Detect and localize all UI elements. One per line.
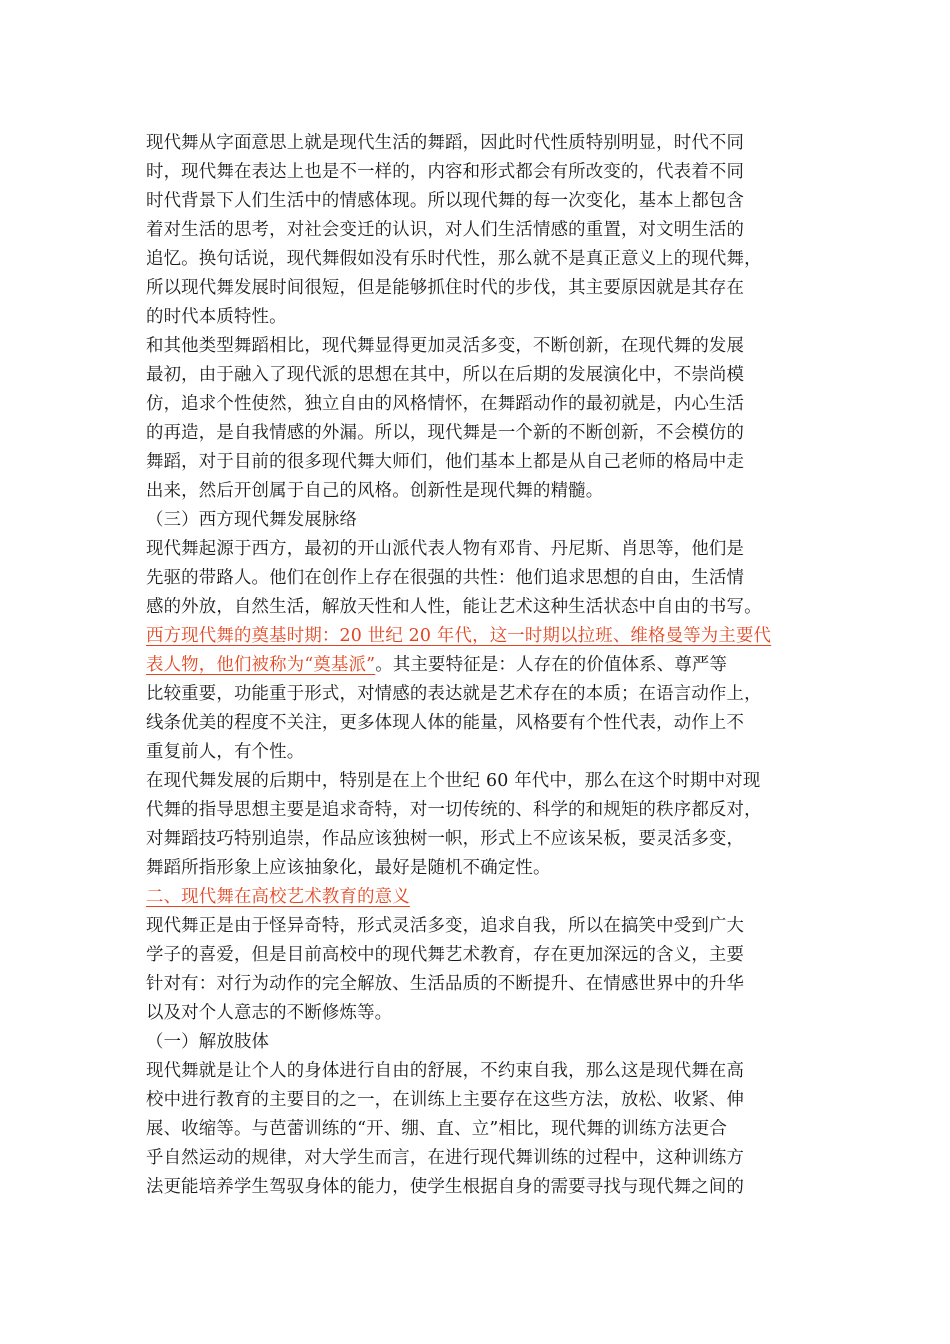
paragraph-line: 以及对个人意志的不断修炼等。 bbox=[146, 1003, 393, 1023]
paragraph-line: 最初，由于融入了现代派的思想在其中，所以在后期的发展演化中，不崇尚模 bbox=[146, 365, 745, 385]
highlighted-text: 表人物，他们被称为“奠基派” bbox=[146, 655, 376, 675]
section-heading: （三）西方现代舞发展脉络 bbox=[146, 510, 358, 530]
paragraph-line: 舞蹈所指形象上应该抽象化，最好是随机不确定性。 bbox=[146, 858, 551, 878]
paragraph-line: 线条优美的程度不关注，更多体现人体的能量，风格要有个性代表，动作上不 bbox=[146, 713, 745, 733]
paragraph-line: 先驱的带路人。他们在创作上存在很强的共性：他们追求思想的自由，生活情 bbox=[146, 568, 745, 588]
document-body bbox=[146, 129, 814, 1202]
paragraph-line: 感的外放，自然生活，解放天性和人性，能让艺术这种生活状态中自由的书写。 bbox=[146, 597, 762, 617]
paragraph-line: 针对有：对行为动作的完全解放、生活品质的不断提升、在情感世界中的升华 bbox=[146, 974, 745, 994]
paragraph-line: 追忆。换句话说，现代舞假如没有乐时代性，那么就不是真正意义上的现代舞， bbox=[146, 249, 762, 269]
paragraph-line: 比较重要，功能重于形式，对情感的表达就是艺术存在的本质；在语言动作上， bbox=[146, 684, 762, 704]
paragraph-line: 乎自然运动的规律，对大学生而言，在进行现代舞训练的过程中，这种训练方 bbox=[146, 1148, 745, 1168]
paragraph-line: 时，现代舞在表达上也是不一样的，内容和形式都会有所改变的，代表着不同 bbox=[146, 162, 745, 182]
paragraph-line: 代舞的指导思想主要是追求奇特，对一切传统的、科学的和规矩的秩序都反对， bbox=[146, 800, 762, 820]
paragraph-line: 着对生活的思考，对社会变迁的认识，对人们生活情感的重置，对文明生活的 bbox=[146, 220, 745, 240]
paragraph-line: 和其他类型舞蹈相比，现代舞显得更加灵活多变，不断创新，在现代舞的发展 bbox=[146, 336, 745, 356]
paragraph-line: 仿，追求个性使然，独立自由的风格情怀，在舞蹈动作的最初就是，内心生活 bbox=[146, 394, 745, 414]
paragraph-line: 舞蹈，对于目前的很多现代舞大师们，他们基本上都是从自己老师的格局中走 bbox=[146, 452, 745, 472]
paragraph-line: 法更能培养学生驾驭身体的能力，使学生根据自身的需要寻找与现代舞之间的 bbox=[146, 1177, 745, 1197]
paragraph-line: 展、收缩等。与芭蕾训练的“开、绷、直、立”相比，现代舞的训练方法更合 bbox=[146, 1119, 728, 1139]
paragraph-line: 的时代本质特性。 bbox=[146, 307, 287, 327]
paragraph-line: 重复前人，有个性。 bbox=[146, 742, 305, 762]
paragraph-line: 校中进行教育的主要目的之一，在训练上主要存在这些方法，放松、收紧、伸 bbox=[146, 1090, 745, 1110]
paragraph-line: 现代舞从字面意思上就是现代生活的舞蹈，因此时代性质特别明显，时代不同 bbox=[146, 133, 745, 153]
paragraph-line: 所以现代舞发展时间很短，但是能够抓住时代的步伐，其主要原因就是其存在 bbox=[146, 278, 745, 298]
paragraph-line: 现代舞就是让个人的身体进行自由的舒展，不约束自我，那么这是现代舞在高 bbox=[146, 1061, 745, 1081]
paragraph-text: 。其主要特征是：人存在的价值体系、尊严等 bbox=[375, 655, 728, 675]
paragraph-line: 学子的喜爱，但是目前高校中的现代舞艺术教育，存在更加深远的含义，主要 bbox=[146, 945, 745, 965]
paragraph-line: 在现代舞发展的后期中，特别是在上个世纪 60 年代中，那么在这个时期中对现 bbox=[146, 771, 761, 791]
paragraph-line: 现代舞正是由于怪异奇特，形式灵活多变，追求自我，所以在搞笑中受到广大 bbox=[146, 916, 745, 936]
highlighted-line: 西方现代舞的奠基时期：20 世纪 20 年代，这一时期以拉班、维格曼等为主要代 bbox=[146, 626, 772, 646]
paragraph-line: 时代背景下人们生活中的情感体现。所以现代舞的每一次变化，基本上都包含 bbox=[146, 191, 745, 211]
paragraph-line: 出来，然后开创属于自己的风格。创新性是现代舞的精髓。 bbox=[146, 481, 604, 501]
mixed-line bbox=[146, 651, 814, 680]
paragraph-line: 对舞蹈技巧特别追崇，作品应该独树一帜，形式上不应该呆板，要灵活多变， bbox=[146, 829, 745, 849]
paragraph-line: 的再造，是自我情感的外漏。所以，现代舞是一个新的不断创新，不会模仿的 bbox=[146, 423, 745, 443]
heading-line bbox=[146, 883, 814, 912]
section-heading: （一）解放肢体 bbox=[146, 1032, 270, 1052]
paragraph-line: 现代舞起源于西方，最初的开山派代表人物有邓肯、丹尼斯、肖思等，他们是 bbox=[146, 539, 745, 559]
section-heading-highlighted: 二、现代舞在高校艺术教育的意义 bbox=[146, 887, 410, 907]
